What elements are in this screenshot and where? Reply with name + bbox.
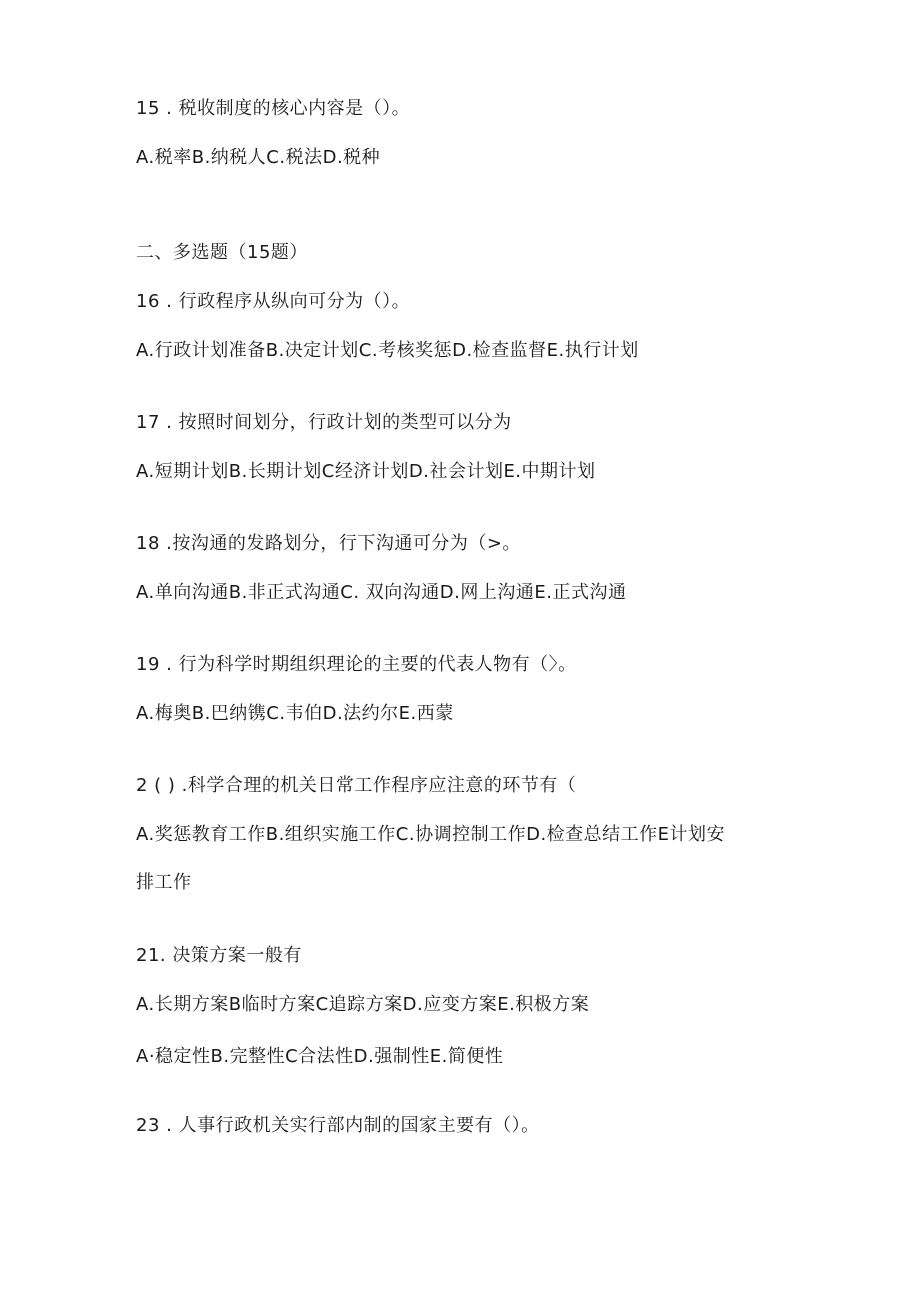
question-20: 2 ( ) .科学合理的机关日常工作程序应注意的环节有（ — [136, 775, 577, 796]
question-17-options: A.短期计划B.长期计划C经济计划D.社会计划E.中期计划 — [136, 461, 596, 482]
question-21: 21. 决策方案一般有 — [136, 945, 302, 966]
question-19: 19 . 行为科学时期组织理论的主要的代表人物有（〉。 — [136, 654, 577, 675]
question-20-options: A.奖惩教育工作B.组织实施工作C.协调控制工作D.检查总结工作E计划安 — [136, 824, 726, 845]
question-16-options: A.行政计划准备B.决定计划C.考核奖惩D.检查监督E.执行计划 — [136, 340, 639, 361]
question-22-options: A·稳定性B.完整性C合法性D.强制性E.简便性 — [136, 1046, 504, 1067]
question-19-options: A.梅奥B.巴纳镌C.韦伯D.法约尔E.西蒙 — [136, 703, 454, 724]
question-18-options: A.单向沟通B.非正式沟通C. 双向沟通D.网上沟通E.正式沟通 — [136, 582, 627, 603]
question-18: 18 .按沟通的发路划分，行下沟通可分为（>。 — [136, 533, 521, 554]
question-16: 16 . 行政程序从纵向可分为（）。 — [136, 291, 411, 312]
question-21-options: A.长期方案B临时方案C追踪方案D.应变方案E.积极方案 — [136, 994, 590, 1015]
question-17: 17 . 按照时间划分，行政计划的类型可以分为 — [136, 412, 512, 433]
question-15-options: A.税率B.纳税人C.税法D.税种 — [136, 147, 381, 168]
question-20-options-continued: 排工作 — [136, 872, 192, 893]
question-15: 15 . 税收制度的核心内容是（）。 — [136, 98, 411, 119]
question-23: 23 . 人事行政机关实行部内制的国家主要有（）。 — [136, 1115, 540, 1136]
section-heading-multiple-choice: 二、多选题（15题） — [136, 242, 308, 263]
